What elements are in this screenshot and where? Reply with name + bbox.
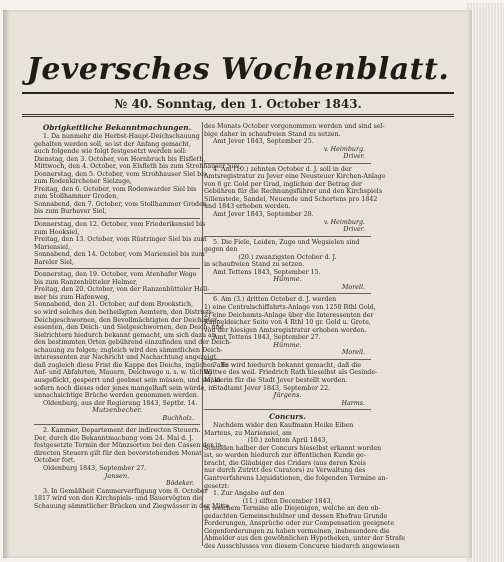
notice-line: gegen den <box>204 246 238 254</box>
notice-line: Sillenstede, Sandel, Neuende und Schortens pro 1842 <box>204 195 378 203</box>
notice-line: bracht, die Gläubiger des Cridars (aus deren Kreis <box>204 459 366 467</box>
notice-line: unnachsichtige Brüche werden genommen werden. <box>34 392 199 400</box>
notice-line: Freitag, den 13. October, vom Rüstringer Siel bis zum <box>34 236 207 244</box>
notice-line: mer bis zum Hafenweg, <box>34 293 110 301</box>
notice-line: Sonnabend, den 21. October, auf dem Brookstich, <box>34 301 194 309</box>
notice-date-line: (10.) zehnten April 1843, <box>247 437 328 445</box>
notice-line: 5. Die Fiele, Leiden, Zuge und Wegsielen sind <box>213 238 360 246</box>
notice-place-date: Amt Jever 1843, September 25. <box>213 138 314 146</box>
notice-line: bige daher in schaufreien Stand zu setzen. <box>204 130 341 138</box>
notice-clerk: Morell. <box>341 349 365 357</box>
notice-line: festgesetzte Termin der Münzsorten bei den Cassen der in- <box>34 442 224 450</box>
newspaper-masthead: Jeversches Wochenblatt. <box>26 52 450 87</box>
notice-line: ist, so werden hiedurch zur öffentlichen Kunde ge- <box>204 452 366 460</box>
notice-line: 6. Am (3.) dritten October d. J. werden <box>213 296 337 304</box>
notice-line: Donnerstag, den 19. October, vom Atenhafer Wege <box>34 271 197 279</box>
notice-line: zum Rodenkirchener Sielzuge, <box>34 178 132 186</box>
notice-line: October fort. <box>34 457 76 465</box>
notice-line: Freitag, den 20. October, von der Ranzenbütteler Hell- <box>34 286 210 294</box>
issue-dateline: № 40. Sonntag, den 1. October 1843. <box>114 97 362 111</box>
notice-4 <box>204 153 386 234</box>
notice-line: Abmelder aus den gewöhnlichen Hypotheken, unter der Strafe <box>204 535 405 543</box>
notice-line: so wird solches den betheiligten Aemtern, den Districts- <box>34 309 214 317</box>
notice-line: Mittwoch, den 4. October, von Elsfleth bis zum Strohhauser Siel, <box>34 163 242 171</box>
notice-line: daß zugleich diese Frist die Kappe des Deichs, inglichen alle <box>34 361 229 369</box>
schedule-divider <box>34 268 200 269</box>
notice-line: Amtsregistratur zu Jever eine Neusteuer Kirchen-Anlage <box>204 173 386 181</box>
notice-line: Kappeldeicher Seite von 4 Rthl 10 gr. Gold u. Grote, <box>204 319 371 327</box>
notice-place-date: Amt Tettens 1843, September 15. <box>213 268 321 276</box>
section-heading: Obrigkeitliche Bekanntmachungen. <box>42 123 192 132</box>
notice-2 <box>34 427 224 488</box>
notice-line: Schauung sämmtlicher Brücken und Ziegwässer in der Mitte <box>34 502 230 510</box>
notice-line: des Monats October vorgenommen werden und sind sel- <box>204 123 385 130</box>
notice-line: von 6 gr. Gold per Grad, inglichen der Betrag der <box>204 180 362 188</box>
notice-line: schauung zu folgen; zugleich wird den sämmtlichen Deich- <box>34 346 223 354</box>
notice-line: 3. In Gemäßheit Cammerverfügung vom 8. October <box>43 487 208 495</box>
notice-divider <box>204 409 371 410</box>
notice-line: zum Stollhammer Groden, <box>34 193 119 201</box>
notice-line: Der, durch die Bekanntmachung vom 24. Mai d. J. <box>34 434 194 442</box>
notice-line: Freitag, den 6. October, vom Rodenwarder Siel bis <box>34 185 197 193</box>
notice-line: Mariensiel, <box>34 243 70 251</box>
notice-line: 1) eine Centralschiffahrts-Anlage von 1250 Rthl Gold, <box>204 304 376 312</box>
notice-line: von der hiesigen Amtsregistratur erhoben werden. <box>204 326 367 334</box>
notice-line: ausgeflickt, gesperrt und geebnet sein müssen, und sie, in <box>34 376 221 384</box>
concurs-heading: Concurs. <box>269 412 306 422</box>
notice-signature: Hümme. <box>273 340 302 349</box>
notice-clerk: Morell. <box>341 283 365 291</box>
notice-clerk: Driver. <box>343 226 365 234</box>
notice-line: gesetzt: <box>204 482 230 490</box>
notice-line: interessenten zur Nachricht und Nachachtung angezeigt, <box>34 354 219 362</box>
notice-line: directen Steuern gilt für den bevorstehenden Monat <box>34 449 202 457</box>
notice-line: bis zum Ranzenbütteler Helmer, <box>34 278 138 286</box>
notice-line: Sonnabend, den 14. October, vom Mariensiel bis zum <box>34 251 205 259</box>
notice-line: sofern noch dieses oder jenes mangelhaft sein würde, in <box>34 384 215 392</box>
notice-clerk: Bödeker. <box>165 480 194 488</box>
notice-divider <box>34 424 200 425</box>
notice-signature: v. Heimburg. <box>323 218 365 226</box>
notice-line: Dienstag, den 3. October, von Hornbruch bis Elsfleth, <box>34 155 206 163</box>
notice-divider <box>204 359 371 360</box>
notice-place-date: Oldenburg, aus der Regierung 1843, Septbr. 14. <box>43 399 198 407</box>
notice-line: Martens, zu Mariensiel, am <box>204 429 292 437</box>
notice-line: zum Hooksiel, <box>34 228 80 236</box>
notice-line: in welchem Termine alle Diejenigen, welche an den ob- <box>204 505 381 513</box>
notice-line: 2. Kammer, Departement der indirecten Steuern. <box>43 427 201 435</box>
notice-line: Schulden halber der Concurs hieselbst erkannt worden <box>204 444 382 452</box>
notice-line: Bareler Siel, <box>34 258 74 266</box>
notice-divider <box>204 236 371 237</box>
notice-line: in schaufreien Stand zu setzen. <box>204 261 305 269</box>
notice-line: 4. Am (10.) zehnten October d. J. soll in der <box>213 165 352 173</box>
notice-line: den bestimmten Orten gebührend einzufinden und der Deich- <box>34 339 232 347</box>
notice-line: gehalten werden soll, so ist der Anfang gemacht, <box>34 140 191 148</box>
notice-line: Gegenforderungen zu haben vermeinen, insbesondere die <box>204 527 390 535</box>
notice-line: Nachdem wider den Kaufmann Heike Eiben <box>213 422 354 430</box>
right-column <box>204 123 405 550</box>
notice-5 <box>204 239 371 292</box>
notice-signature: v. Heimburg. <box>323 145 365 153</box>
notice-clerk: Harms. <box>341 399 365 407</box>
notice-6 <box>204 296 376 357</box>
notice-line: Sonnabend, den 7. October, vom Stollhammer Groden <box>34 200 207 208</box>
notice-line: Forderungen, Ansprüche oder zur Compensation geeignete <box>204 520 395 528</box>
dateline-bottom-rule-2 <box>22 116 454 117</box>
notice-line: 1. Da nunmehr die Herbst-Haupt-Deichschauung <box>43 133 200 140</box>
notice-place-date: Oldenburg 1843, September 27. <box>43 464 147 472</box>
notice-continuation <box>204 123 385 153</box>
notice-date-line: (20.) zwanzigsten October d. J. <box>238 253 337 261</box>
notice-place-date: Amt Jever 1843, September 28. <box>213 211 314 219</box>
notice-clerk: Driver. <box>343 153 365 161</box>
notice-line: Mäklerin für die Stadt Jever bestellt worden. <box>204 376 348 384</box>
notice-divider <box>204 293 371 294</box>
notice-signature: Hümme. <box>273 275 302 284</box>
notice-signature: Jürgens. <box>273 391 302 400</box>
notice-place-date: Stadtamt Jever 1843, September 22. <box>213 384 331 392</box>
notice-line: und 1843 erhoben werden. <box>204 203 291 211</box>
dateline-bottom-rule <box>22 114 454 115</box>
notice-line: auch folgende wie folgt festgesetzt werden soll: <box>34 148 187 156</box>
spine-shadow <box>3 10 10 558</box>
notice-line: Donnerstag, den 5. October, vom Strohhauser Siel bis <box>34 170 207 178</box>
notice-date-line: (11.) elften December 1843, <box>242 497 333 505</box>
notice-3 <box>34 487 230 511</box>
concurs-notice <box>204 412 405 550</box>
notice-line: 2) eine Deichamts-Anlage über die Interessenten der <box>204 311 374 319</box>
notice-signature: Jansen. <box>104 471 130 480</box>
notice-line: Sielrichtern hiedurch bekannt gemacht, um sich dazu an <box>34 331 216 339</box>
notice-line: des Ausschlusses von diesem Concurse hiedurch angewiesen <box>204 542 400 550</box>
notice-7 <box>204 361 378 407</box>
notice-item-title: 1. Zur Angabe auf den <box>213 490 285 498</box>
notice-line: 1817 wird von den Kirchspiels- und Bauervögten die <box>34 495 203 503</box>
notice-divider <box>204 163 371 164</box>
notice-line: Gantverfahrens Liquidationen, die folgenden Termine an- <box>204 474 388 482</box>
masthead-top-rule <box>22 92 454 94</box>
schedule-divider <box>34 218 200 219</box>
notice-clerk: Buchholz. <box>162 414 194 422</box>
notice-place-date: Amt Tettens 1843, September 27. <box>213 334 321 342</box>
notice-line: Deichgeschwornen, den Bevollmächtigten der Deichinter- <box>34 316 220 324</box>
notice-line: nur durch Zutritt des Curators) zu Verwaltung des <box>204 467 366 475</box>
notice-line: essenten, den Deich- und Sielgeschwornen, den Deich- und <box>34 324 224 332</box>
notice-line: bis zum Burhaver Siel, <box>34 208 107 216</box>
notice-line: Wittwe des weil. Friedrich Rath hieselbst als Gesinde- <box>204 369 378 377</box>
notice-line: 7. Es wird hiedurch bekannt gemacht, daß die <box>213 361 362 369</box>
notice-line: Gebühren für die Rechnungsführer und den Kirchspiels <box>204 188 383 196</box>
notice-line: Auf- und Abfahrten, Mauern, Deichwege u. s. w. tüchtig <box>34 369 213 377</box>
notice-signature: Mutzenbecher. <box>92 406 142 415</box>
notice-line: gedachten Gemeinschuldner und dessen Ehefrau Grunde <box>204 512 388 520</box>
notice-line: Donnerstag, den 12. October, vom Friederikensiel bis <box>34 221 206 229</box>
